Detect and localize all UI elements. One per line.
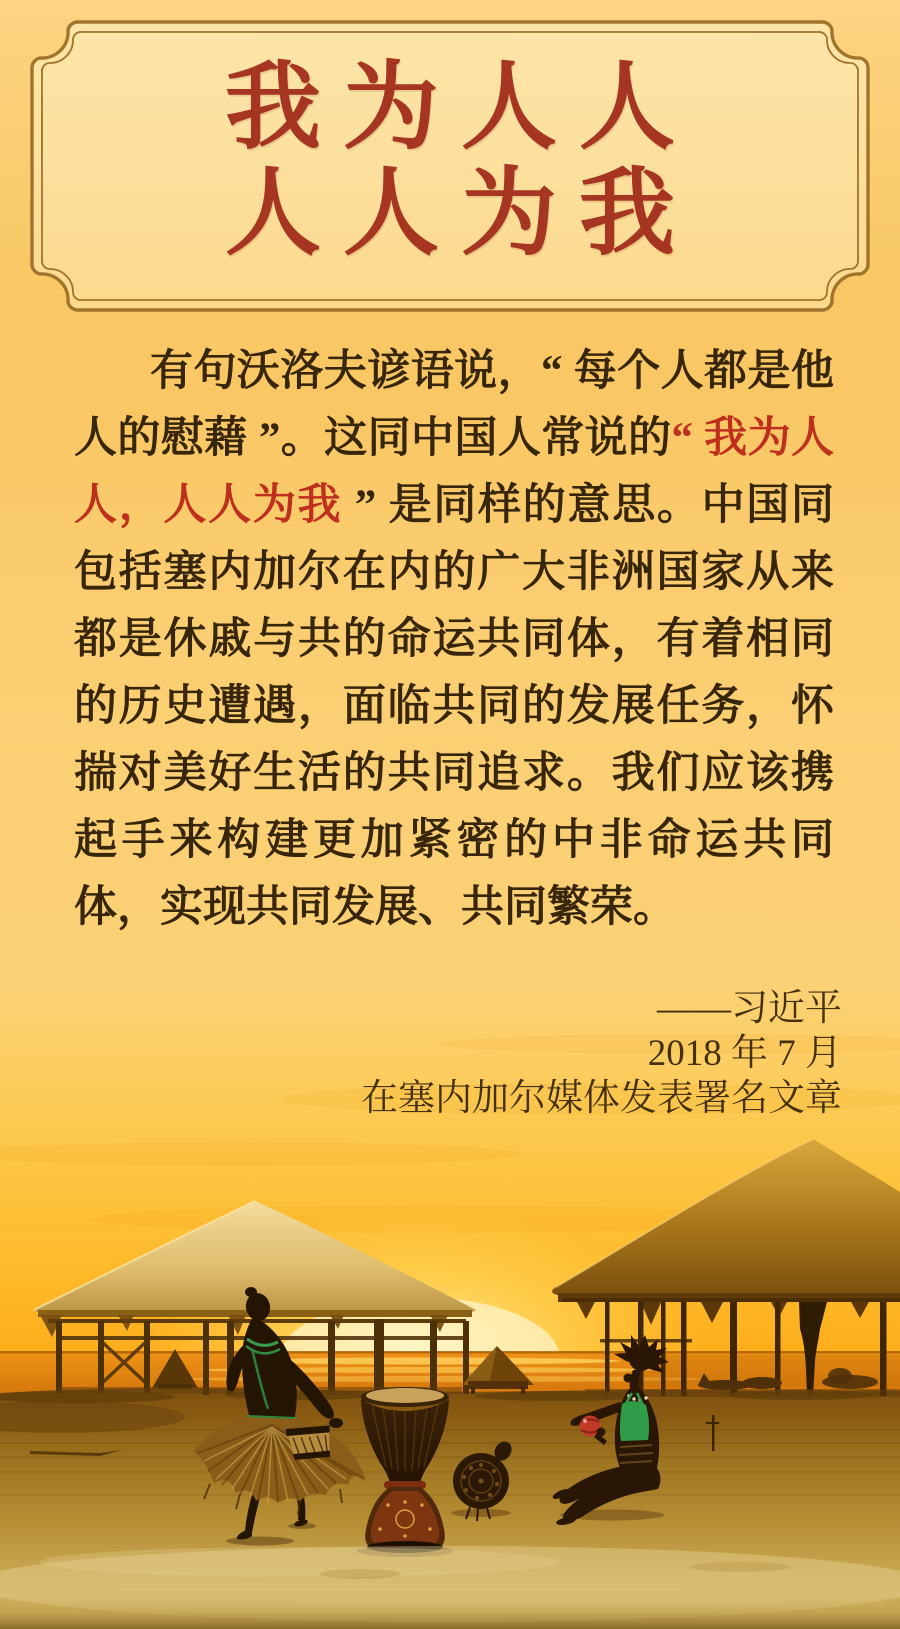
quote-title [40,28,860,294]
paragraph-segment: “ 我为人人，人人为我 [74,415,835,529]
attribution-author: ——习近平 [657,988,842,1029]
title-line-2: 人人为我 [225,160,697,267]
bottom-strip [0,1595,900,1629]
title-line-1: 我为人人 [225,54,697,162]
attribution-source: 在塞内加尔媒体发表署名文章 [361,1078,842,1119]
quote-paragraph [74,338,834,941]
paragraph-segment: ” 是同样的意思。中国同包括塞内加尔在内的广大非洲国家从来都是休戚与共的命运共同体，有着相同的历史遭遇，面临共同的发展任务，怀揣对美好生活的共同追求。我们应该携起手来构建更加紧密的中非命运共同体，实现共同发展、共同繁荣。 [74,482,835,931]
attribution-date: 2018 年 7 月 [647,1033,842,1074]
attribution-block [282,986,842,1121]
paragraph-segment: 有句沃洛夫谚语说，“ 每个人都是他人的慰藉 ”。这同中国人常说的 [74,348,834,462]
green-top [620,1401,649,1441]
